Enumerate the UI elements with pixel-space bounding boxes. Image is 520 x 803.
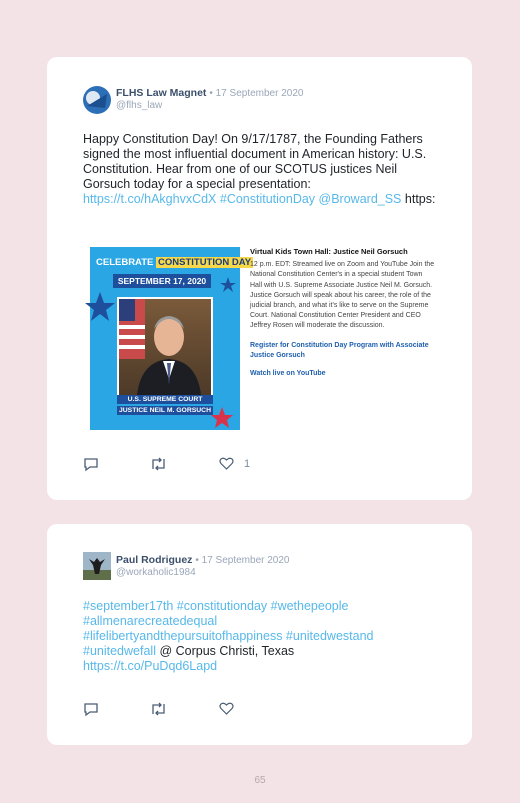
heart-icon bbox=[219, 702, 234, 715]
tweet-actions bbox=[83, 702, 283, 718]
avatar[interactable] bbox=[83, 552, 111, 580]
event-info bbox=[250, 247, 435, 379]
avatar[interactable] bbox=[83, 86, 111, 114]
poster-date: SEPTEMBER 17, 2020 bbox=[113, 274, 211, 288]
author-name[interactable]: FLHS Law Magnet • 17 September 2020 bbox=[116, 87, 304, 99]
tweet-url[interactable]: https://t.co/PuDqd6Lapd bbox=[83, 659, 218, 673]
event-body: 12 p.m. EDT: Streamed live on Zoom and YouTube Join the National Constitution Center's in a special student Town Hall with U.S. Supreme Associate Justice Neil M. Gorsuch. Justice Gorsuch will speak about his career, the role of the judicial branch, and what it's like to serve on the Supreme Court. National Constitution Center President and CEO Jeffrey Rosen will moderate the discussion. bbox=[250, 261, 435, 330]
heart-icon bbox=[219, 457, 234, 470]
hashtag-line bbox=[83, 644, 443, 659]
poster-court-label: U.S. SUPREME COURT JUSTICE NEIL M. GORSUCH bbox=[118, 396, 212, 414]
register-link[interactable]: Register for Constitution Day Program with Associate Justice Gorsuch bbox=[250, 341, 429, 359]
justice-photo bbox=[117, 297, 213, 397]
retweet-button[interactable] bbox=[150, 457, 167, 471]
location-text: @ Corpus Christi, Texas bbox=[155, 644, 295, 658]
hashtag-link[interactable]: #unitedwefall bbox=[83, 644, 156, 658]
tweet-links[interactable]: https://t.co/hAkghvxCdX #ConstitutionDay @Broward_SS bbox=[83, 192, 402, 206]
page-number: 65 bbox=[254, 775, 266, 786]
like-button[interactable] bbox=[219, 702, 244, 715]
like-button[interactable] bbox=[219, 457, 250, 470]
tweet-text bbox=[83, 599, 443, 674]
hashtag-line[interactable]: #lifelibertyandthepursuitofhappiness #unitedwestand bbox=[83, 629, 374, 643]
retweet-button[interactable] bbox=[150, 702, 167, 716]
author-handle[interactable]: @workaholic1984 bbox=[116, 567, 196, 578]
hashtag-line[interactable]: #allmenarecreatedequal bbox=[83, 614, 218, 628]
tweet-date: • 17 September 2020 bbox=[209, 88, 304, 99]
tweet-date: • 17 September 2020 bbox=[195, 555, 290, 566]
hashtag-line[interactable]: #september17th #constitutionday #wethepeople bbox=[83, 599, 349, 613]
poster-title: CELEBRATE CONSTITUTION DAY bbox=[96, 257, 252, 268]
watch-link[interactable]: Watch live on YouTube bbox=[250, 370, 326, 378]
tweet-actions bbox=[83, 457, 283, 473]
embedded-image[interactable] bbox=[90, 247, 435, 430]
tweet-body: Happy Constitution Day! On 9/17/1787, the Founding Fathers signed the most influential document in American history: U.S. Constitution. Hear from one of our SCOTUS justices Neil Gorsuch today for a special presentation: bbox=[83, 132, 427, 191]
tweet-text bbox=[83, 132, 443, 207]
reply-icon bbox=[83, 457, 99, 471]
tweet-card bbox=[47, 524, 472, 745]
retweet-icon bbox=[150, 457, 167, 471]
retweet-icon bbox=[150, 702, 167, 716]
reply-icon bbox=[83, 702, 99, 716]
event-heading: Virtual Kids Town Hall: Justice Neil Gorsuch bbox=[250, 247, 408, 256]
reply-button[interactable] bbox=[83, 457, 99, 471]
tweet-trailing-link[interactable]: https: bbox=[404, 192, 436, 206]
author-name[interactable]: Paul Rodriguez • 17 September 2020 bbox=[116, 554, 290, 566]
constitution-day-poster bbox=[90, 247, 252, 430]
tweet-card bbox=[47, 57, 472, 500]
author-handle[interactable]: @flhs_law bbox=[116, 100, 163, 111]
reply-button[interactable] bbox=[83, 702, 99, 716]
like-count: 1 bbox=[244, 457, 251, 470]
